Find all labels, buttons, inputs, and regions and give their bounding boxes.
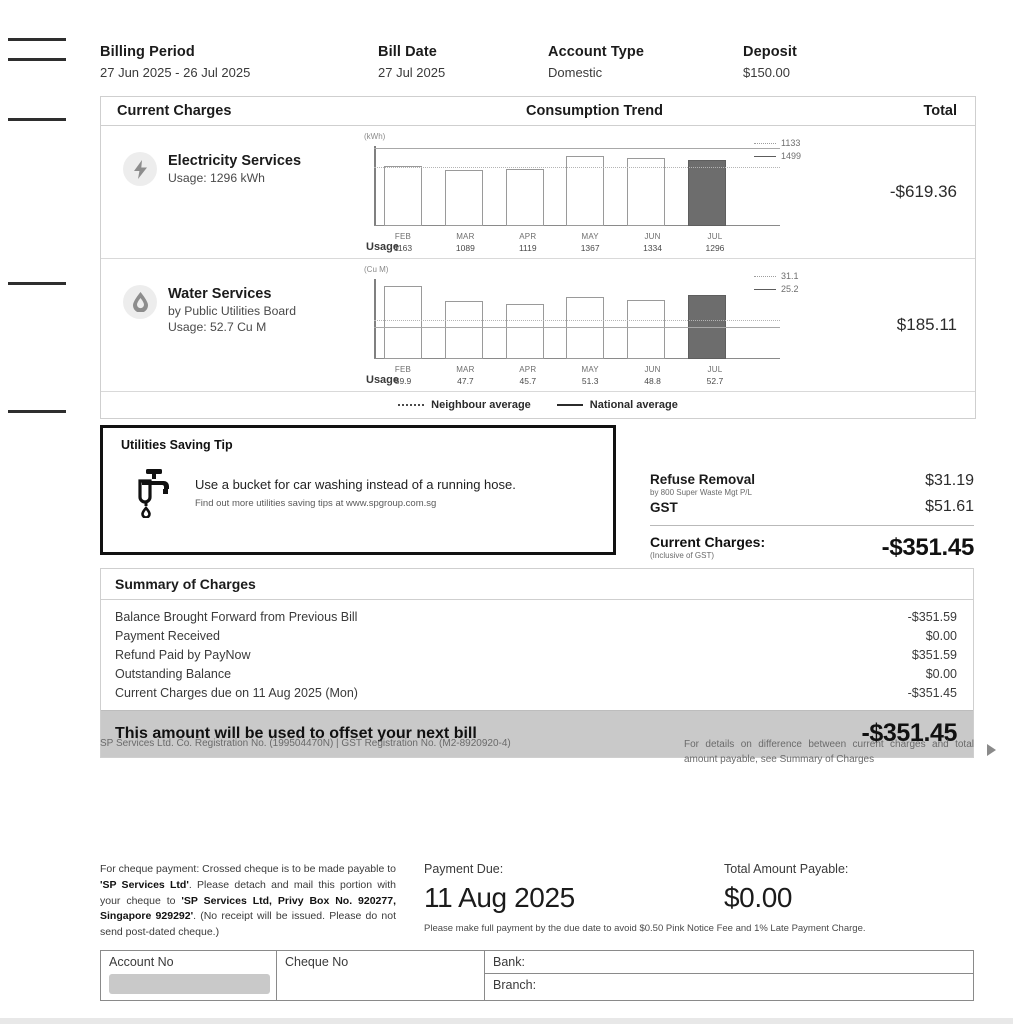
right-charge-summary	[650, 472, 974, 562]
cheque-bold-2: 'SP Services Ltd, Privy Box No. 920277, Singapore 929292'	[100, 894, 396, 923]
chart-value-label: 1089	[455, 243, 475, 253]
account-no-label: Account No	[109, 954, 174, 969]
meta-value: $150.00	[743, 65, 790, 80]
legend-label: Neighbour average	[431, 399, 531, 411]
service-info	[101, 259, 356, 391]
refuse-removal-amount: $31.19	[925, 472, 974, 489]
chart-xlabel: Usage	[366, 374, 400, 386]
tip-message: Use a bucket for car washing instead of a running hose.	[195, 477, 516, 492]
chart-bar	[506, 304, 544, 359]
chart-bar	[445, 170, 483, 226]
registration-mark	[8, 118, 66, 121]
cheque-no-label: Cheque No	[285, 954, 349, 969]
chart-x-tick	[696, 365, 734, 386]
chart-x-tick	[446, 365, 484, 386]
consumption-chart-water	[356, 259, 835, 391]
play-triangle-icon	[987, 744, 996, 756]
registration-mark	[8, 410, 66, 413]
tip-title: Utilities Saving Tip	[121, 438, 233, 452]
chart-value-label: 1119	[518, 243, 537, 253]
national-average-line	[374, 327, 780, 328]
summary-row-amount: -$351.45	[907, 685, 957, 700]
meta-label: Billing Period	[100, 44, 195, 60]
gst-amount: $51.61	[925, 498, 974, 515]
chart-month-label: APR	[519, 232, 537, 241]
registration-mark	[8, 58, 66, 61]
neighbour-average-line	[374, 320, 780, 321]
chart-x-tick	[446, 232, 484, 253]
chart-x-tick	[571, 232, 609, 253]
chart-bar	[688, 160, 726, 226]
chart-bar	[627, 158, 665, 226]
service-row-electricity	[101, 126, 975, 259]
chart-unit-label: (Cu M)	[364, 265, 389, 274]
service-total-electricity: -$619.36	[889, 182, 957, 201]
chart-value-legend	[754, 271, 840, 297]
meta-deposit	[743, 44, 797, 80]
cheque-instructions	[100, 862, 408, 941]
chart-month-label: FEB	[394, 365, 412, 374]
account-no-redacted-value	[109, 974, 270, 994]
chart-month-label: MAR	[456, 232, 475, 241]
service-texts	[168, 152, 301, 185]
summary-row-label: Outstanding Balance	[115, 666, 232, 681]
legend-neighbour-value	[754, 138, 840, 148]
note-text: For details on difference between current charges and total amount payable, see Summary of Charges	[684, 739, 974, 765]
account-no-field[interactable]	[101, 951, 277, 1000]
summary-rows	[101, 600, 973, 710]
header-total: Total	[923, 103, 957, 119]
payment-details	[408, 862, 974, 941]
gst-row	[650, 498, 974, 516]
branch-label: Branch:	[493, 977, 537, 992]
payment-due-label: Payment Due:	[424, 862, 504, 876]
chart-x-tick	[509, 365, 547, 386]
chart-month-label: APR	[519, 365, 537, 374]
cheque-bold-1: 'SP Services Ltd'	[100, 878, 189, 891]
chart-month-label: MAY	[581, 365, 599, 374]
meta-billing-period	[100, 44, 378, 80]
solid-line-swatch-icon	[754, 289, 776, 290]
summary-row-label: Current Charges due on 11 Aug 2025 (Mon)	[115, 685, 358, 700]
summary-row-label: Payment Received	[115, 628, 220, 643]
cheque-text-3: . (No receipt will be issued. Please do not send post-dated cheque.)	[100, 910, 396, 938]
charges-difference-note	[684, 738, 974, 767]
neighbour-average-line	[374, 167, 780, 168]
bank-branch-fields	[485, 951, 973, 1000]
chart-y-axis	[374, 279, 376, 359]
legend-label: National average	[589, 399, 678, 411]
chart-bars	[384, 146, 726, 226]
chart-bar	[566, 297, 604, 359]
refuse-removal-label: Refuse Removal	[650, 472, 756, 487]
current-charges-amount: -$351.45	[881, 534, 974, 561]
legend-national-average	[557, 399, 678, 411]
chart-bar	[384, 286, 422, 359]
meta-label: Deposit	[743, 44, 797, 60]
chart-plot-area	[374, 138, 802, 226]
dotted-line-swatch-icon	[398, 404, 424, 406]
dotted-line-swatch-icon	[754, 276, 776, 277]
current-charges-table	[100, 96, 976, 419]
service-usage: Usage: 52.7 Cu M	[168, 320, 267, 334]
meta-label: Account Type	[548, 44, 644, 60]
chart-plot-area	[374, 271, 799, 359]
faucet-tap-icon	[131, 468, 179, 518]
consumption-chart-electricity	[356, 126, 835, 258]
chart	[364, 132, 802, 253]
chart-x-tick	[634, 232, 672, 253]
chart-value-legend	[754, 138, 840, 164]
service-info	[101, 126, 356, 258]
summary-row-amount: -$351.59	[907, 609, 957, 624]
chart-month-label: JUL	[707, 365, 723, 374]
legend-value: 31.1	[781, 271, 799, 281]
payment-slip-fields	[100, 950, 974, 1001]
chart-legend	[101, 392, 975, 418]
meta-value: 27 Jun 2025 - 26 Jul 2025	[100, 65, 251, 80]
service-texts	[168, 285, 296, 334]
summary-row-amount: $0.00	[925, 666, 957, 681]
chart-value-label: 59.9	[394, 376, 412, 386]
summary-row-label: Refund Paid by PayNow	[115, 647, 251, 662]
summary-row	[115, 683, 957, 702]
cheque-text-1: For cheque payment: Crossed cheque is to be made payable to	[100, 863, 396, 875]
charges-table-header	[101, 97, 975, 126]
bank-label: Bank:	[493, 954, 525, 969]
summary-row	[115, 645, 957, 664]
chart-unit-label: (kWh)	[364, 132, 386, 141]
chart-bar	[384, 166, 422, 226]
meta-value: Domestic	[548, 65, 603, 80]
meta-account-type	[548, 44, 743, 80]
chart-value-label: 48.8	[644, 376, 661, 386]
current-charges-sub: (Inclusive of GST)	[650, 551, 715, 560]
chart-value-label: 52.7	[706, 376, 724, 386]
chart-bar	[627, 300, 665, 359]
service-total-water: $185.11	[896, 315, 957, 334]
header-current-charges: Current Charges	[117, 103, 232, 119]
summary-row-amount: $0.00	[925, 628, 957, 643]
chart-bars	[384, 279, 726, 359]
summary-row	[115, 607, 957, 626]
chart-month-label: FEB	[394, 232, 412, 241]
chart-x-tick	[696, 232, 734, 253]
meta-label: Bill Date	[378, 44, 437, 60]
current-charges-label: Current Charges:	[650, 534, 766, 550]
payment-slip	[100, 862, 974, 1001]
total-payable-value: $0.00	[724, 882, 793, 913]
chart-value-label: 1367	[580, 243, 600, 253]
summary-title: Summary of Charges	[101, 569, 973, 600]
total-payable-block	[724, 862, 974, 914]
summary-row-label: Balance Brought Forward from Previous Bill	[115, 609, 358, 624]
page-bottom-edge	[0, 1018, 1013, 1024]
chart-month-label: MAR	[456, 365, 475, 374]
utilities-saving-tip-box	[100, 425, 616, 555]
chart-bar	[506, 169, 544, 226]
chart-month-label: JUL	[707, 232, 723, 241]
gst-label: GST	[650, 499, 678, 515]
bank-field[interactable]	[485, 951, 973, 974]
meta-bill-date	[378, 44, 548, 80]
payment-amounts-row	[424, 862, 974, 914]
chart-x-tick	[571, 365, 609, 386]
total-payable-label: Total Amount Payable:	[724, 862, 849, 876]
legend-national-value	[754, 151, 840, 161]
registration-info: SP Services Ltd. Co. Registration No. (199504470N) | GST Registration No. (M2-8920920-4)	[100, 738, 511, 749]
national-average-line	[374, 148, 780, 149]
service-provider: by Public Utilities Board	[168, 304, 297, 318]
chart-value-label: 1296	[705, 243, 725, 253]
chart-x-tick	[384, 232, 422, 253]
legend-value: 1499	[781, 151, 802, 161]
summary-row	[115, 664, 957, 683]
service-usage: Usage: 1296 kWh	[168, 171, 265, 185]
chart-value-label: 45.7	[519, 376, 537, 386]
bill-meta-row	[100, 44, 980, 80]
fine-print	[100, 738, 974, 767]
chart	[364, 265, 799, 386]
service-name: Electricity Services	[168, 153, 302, 169]
legend-value: 1133	[781, 138, 801, 148]
chart-value-label: 1334	[643, 243, 663, 253]
branch-field[interactable]	[485, 974, 973, 996]
chart-month-label: JUN	[644, 232, 661, 241]
legend-value: 25.2	[781, 284, 799, 294]
chart-xlabel: Usage	[366, 241, 400, 253]
header-consumption-trend: Consumption Trend	[526, 103, 663, 119]
divider	[650, 525, 974, 526]
service-name: Water Services	[168, 286, 272, 302]
dotted-line-swatch-icon	[754, 143, 776, 144]
slip-top	[100, 862, 974, 941]
chart-value-label: 51.3	[581, 376, 599, 386]
chart-x-tick	[384, 365, 422, 386]
solid-line-swatch-icon	[557, 404, 583, 406]
chart-x-tick	[634, 365, 672, 386]
cheque-text-2: . Please detach and mail this portion with your cheque to	[100, 878, 396, 907]
cheque-no-input-area[interactable]	[285, 969, 484, 1000]
summary-of-charges	[100, 568, 974, 758]
water-drop-icon	[123, 285, 157, 319]
chart-y-axis	[374, 146, 376, 226]
tip-sub-message: Find out more utilities saving tips at www.spgroup.com.sg	[195, 498, 437, 509]
chart-month-label: MAY	[581, 232, 599, 241]
chart-x-axis-labels	[364, 227, 762, 253]
lightning-bolt-icon	[123, 152, 157, 186]
payment-due-value: 11 Aug 2025	[424, 882, 575, 913]
legend-neighbour-value	[754, 271, 840, 281]
registration-mark	[8, 282, 66, 285]
summary-footer-label: This amount will be used to offset your next bill	[115, 724, 477, 742]
payment-due-block	[424, 862, 724, 914]
chart-bar	[445, 301, 483, 359]
solid-line-swatch-icon	[754, 156, 776, 157]
current-charges-row	[650, 534, 974, 562]
summary-row-amount: $351.59	[911, 647, 957, 662]
refuse-removal-row	[650, 472, 974, 497]
chart-value-label: 1163	[393, 243, 413, 253]
chart-x-tick	[509, 232, 547, 253]
summary-footer-amount: -$351.45	[861, 719, 957, 747]
chart-month-label: JUN	[644, 365, 661, 374]
tip-body	[103, 452, 613, 518]
meta-value: 27 Jul 2025	[378, 65, 446, 80]
payment-note: Please make full payment by the due date to avoid $0.50 Pink Notice Fee and 1% Late Payment Charge.	[424, 923, 866, 934]
service-row-water	[101, 259, 975, 392]
cheque-no-field[interactable]	[277, 951, 485, 1000]
legend-neighbour-average	[398, 399, 531, 411]
registration-mark	[8, 38, 66, 41]
chart-x-axis-labels	[364, 360, 762, 386]
refuse-removal-provider: by 800 Super Waste Mgt P/L	[650, 488, 752, 497]
tip-texts	[195, 477, 516, 509]
summary-row	[115, 626, 957, 645]
legend-national-value	[754, 284, 840, 294]
chart-value-label: 47.7	[457, 376, 474, 386]
